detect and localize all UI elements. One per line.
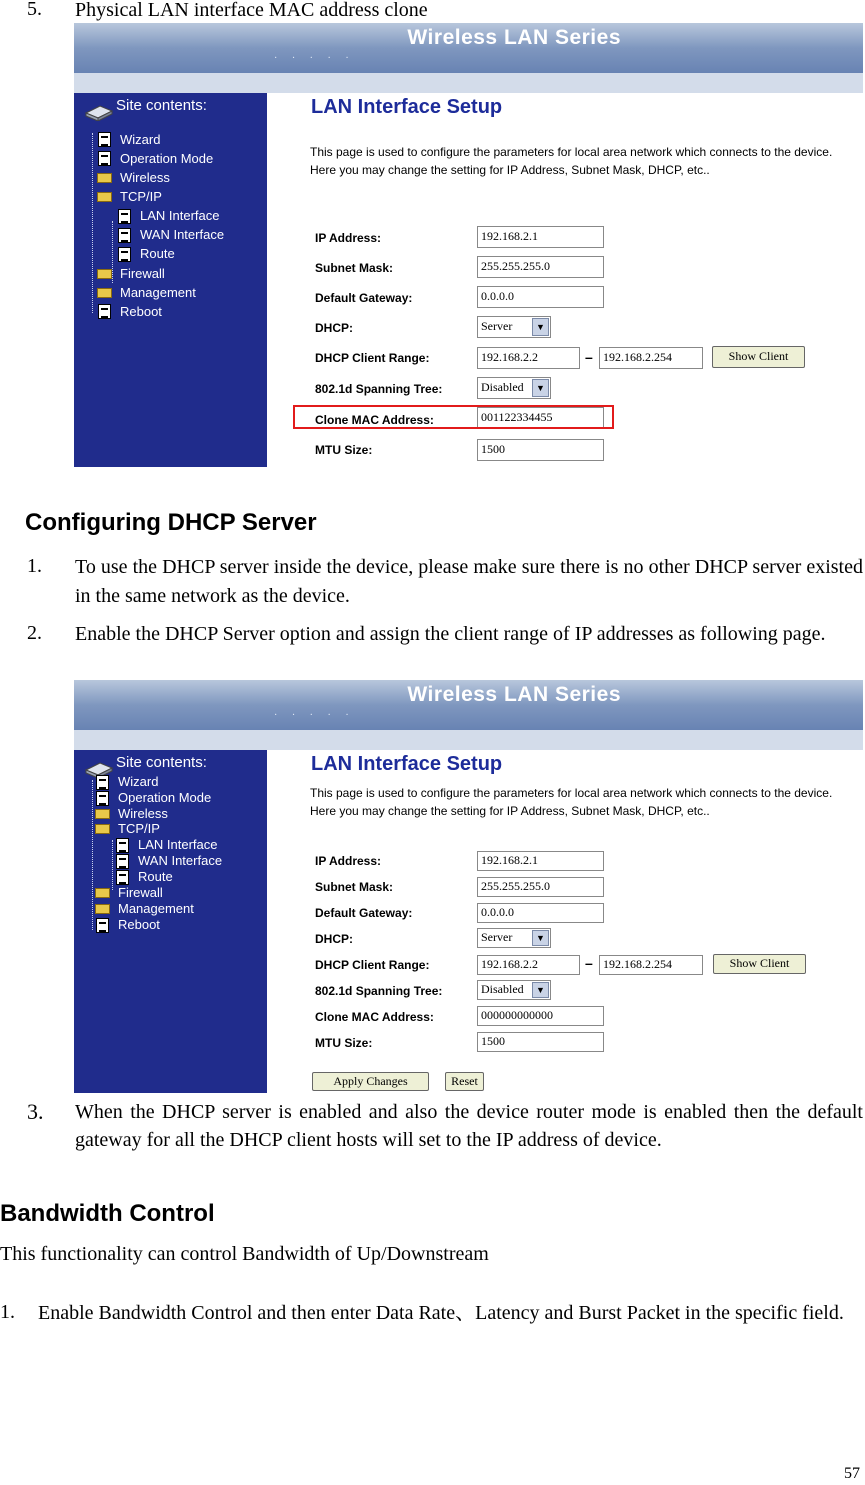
label-subnet-mask: Subnet Mask: [315,261,394,275]
page-icon [118,247,131,262]
banner-decoration: · · · · · [274,710,355,721]
label-subnet-mask: Subnet Mask: [315,880,394,894]
dhcp-range-start-field[interactable]: 192.168.2.2 [477,955,580,975]
sidebar-item-management[interactable]: Management [120,285,196,300]
dhcp-range-end-field[interactable]: 192.168.2.254 [599,347,703,369]
folder-icon [97,269,112,279]
page-number: 57 [844,1465,860,1482]
clone-mac-field[interactable]: 000000000000 [477,1006,604,1026]
banner-title: Wireless LAN Series [407,683,621,706]
page-icon [96,918,109,933]
step-text: When the DHCP server is enabled and also the device router mode is enabled then the default gateway for all the DHCP client hosts will set to the IP address of device. [75,1101,863,1151]
dhcp-range-start-field[interactable]: 192.168.2.2 [477,347,580,369]
network-icon [84,103,114,121]
page-icon [98,132,111,147]
sidebar-item-reboot[interactable]: Reboot [118,917,160,932]
mtu-size-field[interactable]: 1500 [477,439,604,461]
sidebar-item-lan-interface[interactable]: LAN Interface [140,208,220,223]
banner-band [74,730,863,751]
banner-decoration: · · · · · [274,53,355,64]
sidebar-item-wireless[interactable]: Wireless [118,806,168,821]
page-icon [98,151,111,166]
banner [74,680,863,730]
site-contents-title: Site contents: [116,97,207,114]
step-text: Enable Bandwidth Control and then enter Data Rate、Latency and Burst Packet in the specific field. [38,1302,844,1324]
sidebar-item-management[interactable]: Management [118,901,194,916]
sidebar-item-wizard[interactable]: Wizard [120,132,161,147]
default-gateway-field[interactable]: 0.0.0.0 [477,903,604,923]
folder-icon [95,809,110,819]
dhcp-select-value: Server [481,930,513,944]
label-clone-mac: Clone MAC Address: [315,413,434,427]
section-heading-bandwidth: Bandwidth Control [0,1200,215,1227]
banner-title: Wireless LAN Series [407,26,621,49]
sidebar-item-tcpip[interactable]: TCP/IP [120,189,162,204]
highlight-box [293,405,614,429]
spanning-tree-select-value: Disabled [481,380,524,394]
apply-changes-button[interactable]: Apply Changes [312,1072,429,1091]
dhcp-select-value: Server [481,319,513,333]
sidebar-item-wizard[interactable]: Wizard [118,774,159,789]
sidebar-item-firewall[interactable]: Firewall [120,266,165,281]
show-client-button[interactable]: Show Client [712,346,805,368]
sidebar [74,93,267,467]
dhcp-select[interactable] [477,316,551,338]
section-heading-dhcp: Configuring DHCP Server [25,509,317,536]
label-dhcp-client-range: DHCP Client Range: [315,958,430,972]
subnet-mask-field[interactable]: 255.255.255.0 [477,256,604,278]
page-title: LAN Interface Setup [311,96,503,118]
default-gateway-field[interactable]: 0.0.0.0 [477,286,604,308]
folder-icon [95,904,110,914]
chevron-down-icon: ▼ [532,982,549,998]
sidebar-item-firewall[interactable]: Firewall [118,885,163,900]
folder-icon [97,288,112,298]
router-screenshot-mac-clone [74,23,863,467]
chevron-down-icon: ▼ [532,318,549,336]
label-mtu-size: MTU Size: [315,1036,373,1050]
sidebar-item-tcpip[interactable]: TCP/IP [118,821,160,836]
step-number: 3. [27,1099,44,1124]
spanning-tree-select[interactable] [477,980,551,1000]
spanning-tree-select[interactable] [477,377,551,399]
sidebar-item-route[interactable]: Route [140,246,175,261]
step-text: Enable the DHCP Server option and assign the client range of IP addresses as following page. [75,623,826,645]
ip-address-field[interactable]: 192.168.2.1 [477,226,604,248]
page-icon [118,209,131,224]
sidebar-item-lan-interface[interactable]: LAN Interface [138,837,218,852]
page-icon [116,854,129,869]
label-ip-address: IP Address: [315,854,382,868]
folder-icon [97,173,112,183]
page-icon [118,228,131,243]
step-number: 1. [27,555,42,577]
sidebar-item-wan-interface[interactable]: WAN Interface [138,853,223,868]
page-title: LAN Interface Setup [311,753,503,775]
clone-mac-field[interactable]: 001122334455 [477,407,604,429]
range-dash: – [585,349,593,365]
banner-band [74,73,863,94]
folder-icon [95,888,110,898]
section-intro: This functionality can control Bandwidth of Up/Downstream [0,1243,489,1265]
chevron-down-icon: ▼ [532,379,549,397]
step-number: 5. [27,0,42,20]
page-icon [116,838,129,853]
label-default-gateway: Default Gateway: [315,291,413,305]
mtu-size-field[interactable]: 1500 [477,1032,604,1052]
range-dash: – [585,955,593,971]
dhcp-range-end-field[interactable]: 192.168.2.254 [599,955,703,975]
page-description: This page is used to configure the parameters for local area network which connects to the device. Here you may change the setting for IP Address, Subnet Mask, DHCP, etc.. [310,145,833,177]
dhcp-select[interactable] [477,928,551,948]
sidebar-item-route[interactable]: Route [138,869,173,884]
reset-button[interactable]: Reset [445,1072,484,1091]
label-dhcp: DHCP: [315,932,353,946]
page-icon [96,775,109,790]
main-panel [267,750,863,1093]
step-number: 2. [27,622,42,644]
page-icon [98,304,111,319]
ip-address-field[interactable]: 192.168.2.1 [477,851,604,871]
subnet-mask-field[interactable]: 255.255.255.0 [477,877,604,897]
sidebar-item-operation-mode[interactable]: Operation Mode [120,151,214,166]
sidebar-item-reboot[interactable]: Reboot [120,304,162,319]
page-description: This page is used to configure the parameters for local area network which connects to the device. Here you may change the setting for IP Address, Subnet Mask, DHCP, etc.. [310,786,833,818]
label-ip-address: IP Address: [315,231,382,245]
label-spanning-tree: 802.1d Spanning Tree: [315,382,443,396]
step-text: To use the DHCP server inside the device, please make sure there is no other DHCP server existed in the same network as the device. [75,556,863,607]
banner [74,23,863,73]
site-contents-title: Site contents: [116,754,207,771]
label-spanning-tree: 802.1d Spanning Tree: [315,984,443,998]
sidebar [74,750,267,1093]
step-number: 1. [0,1301,15,1323]
label-mtu-size: MTU Size: [315,443,373,457]
page-icon [116,870,129,885]
label-dhcp-client-range: DHCP Client Range: [315,351,430,365]
label-default-gateway: Default Gateway: [315,906,413,920]
chevron-down-icon: ▼ [532,930,549,946]
page-icon [96,791,109,806]
sidebar-item-wan-interface[interactable]: WAN Interface [140,227,225,242]
sidebar-item-wireless[interactable]: Wireless [120,170,170,185]
label-dhcp: DHCP: [315,321,353,335]
step-text: Physical LAN interface MAC address clone [75,0,428,21]
label-clone-mac: Clone MAC Address: [315,1010,434,1024]
router-screenshot-dhcp [74,680,863,1093]
sidebar-item-operation-mode[interactable]: Operation Mode [118,790,212,805]
folder-open-icon [97,192,112,202]
spanning-tree-select-value: Disabled [481,982,524,996]
show-client-button[interactable]: Show Client [713,954,806,974]
folder-open-icon [95,824,110,834]
